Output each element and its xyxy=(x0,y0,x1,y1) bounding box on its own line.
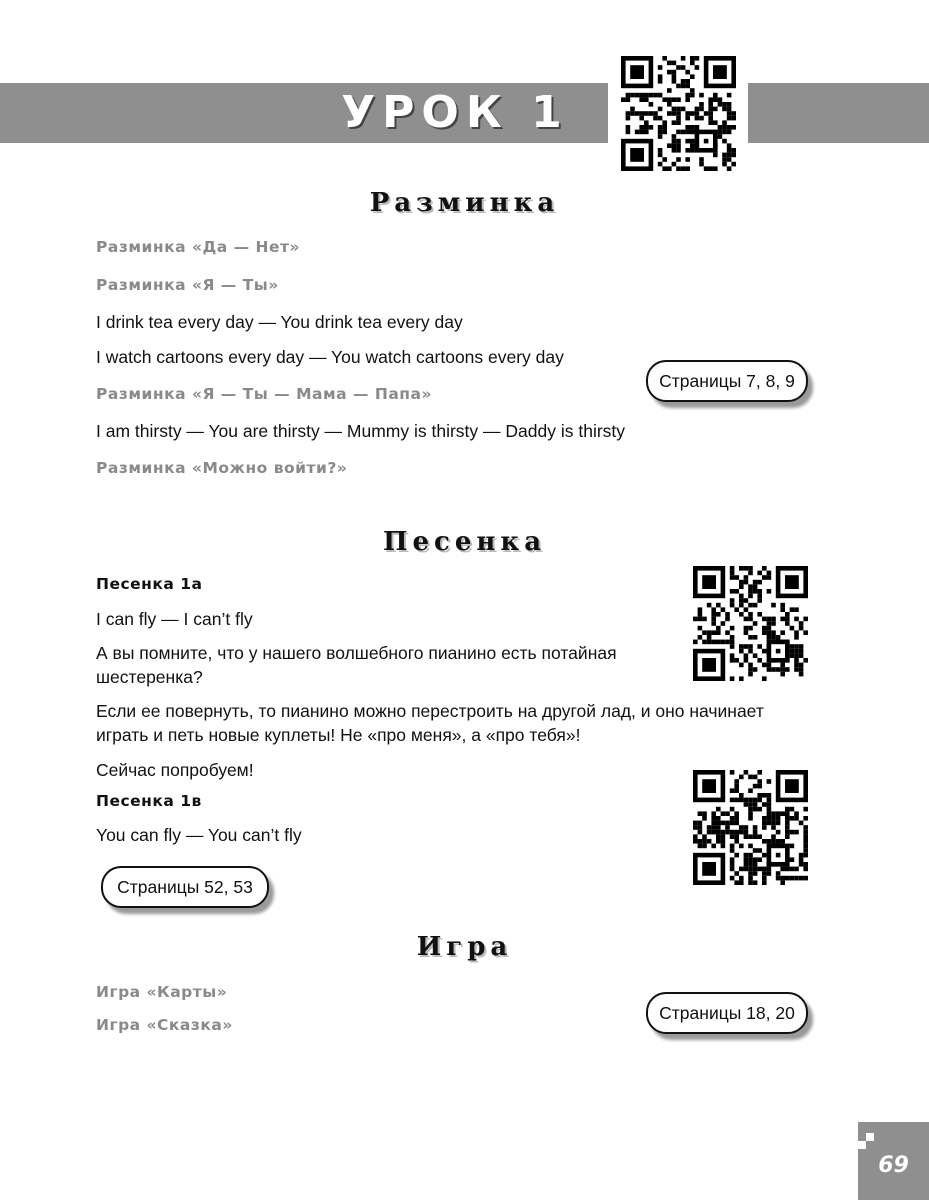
game-cards: Игра «Карты» xyxy=(96,983,228,1001)
warmup-family: Разминка «Я — Ты — Мама — Папа» xyxy=(96,385,432,403)
header-qr-code[interactable] xyxy=(621,56,736,171)
song-1a-heading: Песенка 1а xyxy=(96,575,203,593)
lesson-title: УРОК 1 xyxy=(341,87,569,138)
song-pages-badge: Страницы 52, 53 xyxy=(101,866,269,908)
game-pages-badge: Страницы 18, 20 xyxy=(646,992,808,1034)
song-1b-line: You can fly — You can’t fly xyxy=(96,825,302,845)
game-fairytale: Игра «Сказка» xyxy=(96,1016,233,1034)
qr-code-icon xyxy=(621,56,736,171)
song-title: Песенка xyxy=(382,527,547,557)
song-para-3: Сейчас попробуем! xyxy=(96,760,254,780)
warmup-line-tea: I drink tea every day — You drink tea every day xyxy=(96,312,463,332)
warmup-i-you: Разминка «Я — Ты» xyxy=(96,276,279,294)
song-para-2-line-1: Если ее повернуть, то пианино можно перестроить на другой лад, и оно начинает xyxy=(96,701,764,721)
warmup-yes-no: Разминка «Да — Нет» xyxy=(96,238,300,256)
song-para-2-line-2: играть и петь новые куплеты! Не «про меня», а «про тебя»! xyxy=(96,725,581,745)
song-1b-heading: Песенка 1в xyxy=(96,792,202,810)
song-1a-line: I can fly — I can’t fly xyxy=(96,609,253,629)
page-number: 69 xyxy=(878,1153,909,1178)
song-para-1-line-1: А вы помните, что у нашего волшебного пианино есть потайная xyxy=(96,643,617,663)
header-band-right xyxy=(748,83,929,143)
warmup-title: Разминка xyxy=(369,188,560,218)
warmup-pages-badge: Страницы 7, 8, 9 xyxy=(646,360,808,402)
qr-code-icon xyxy=(693,566,808,681)
qr-code-icon xyxy=(693,770,808,885)
game-title: Игра xyxy=(416,932,513,962)
song-para-1-line-2: шестеренка? xyxy=(96,667,203,687)
warmup-line-cartoons: I watch cartoons every day — You watch cartoons every day xyxy=(96,347,564,367)
warmup-may-i-come-in: Разминка «Можно войти?» xyxy=(96,459,348,477)
song-1b-qr-code[interactable] xyxy=(693,770,808,885)
warmup-line-thirsty: I am thirsty — You are thirsty — Mummy is thirsty — Daddy is thirsty xyxy=(96,421,626,441)
song-1a-qr-code[interactable] xyxy=(693,566,808,681)
